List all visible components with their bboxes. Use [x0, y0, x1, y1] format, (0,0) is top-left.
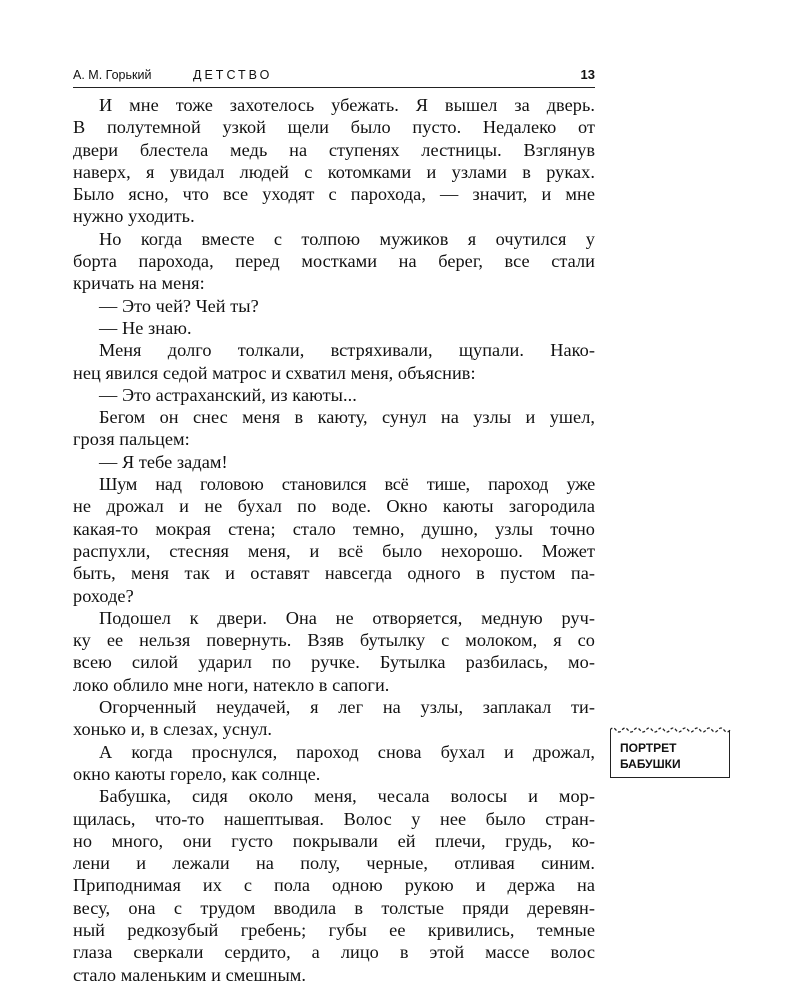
- text-line: А когда проснулся, пароход снова бухал и дрожал,: [99, 741, 595, 762]
- text-line: — Не знаю.: [99, 317, 192, 338]
- text-line: — Это астраханский, из каюты...: [99, 384, 357, 405]
- body-text: [73, 94, 595, 986]
- text-line: Бегом он снес меня в каюту, сунул на узлы и ушел,: [99, 407, 595, 428]
- text-line: Подошел к двери. Она не отворяется, медную руч-: [99, 607, 595, 628]
- text-line: хонько и, в слезах, уснул.: [73, 719, 273, 740]
- text-line: локо облило мне ноги, натекло в сапоги.: [73, 674, 390, 695]
- text-line: Было ясно, что все уходят с парохода, — значит, и мне: [73, 184, 595, 205]
- text-line: Огорченный неудачей, я лег на узлы, заплакал ти-: [99, 697, 595, 718]
- text-line: нужно уходить.: [73, 206, 195, 227]
- text-line: лени и лежали на полу, черные, отливая синим.: [73, 853, 595, 874]
- text-line: быть, меня так и оставят навсегда одного в пустом па-: [73, 563, 595, 584]
- text-line: Но когда вместе с толпою мужиков я очутился у: [99, 228, 595, 249]
- margin-note-line-2: БАБУШКИ: [620, 757, 681, 771]
- text-line: Меня долго толкали, встряхивали, щупали. Нако-: [99, 340, 595, 361]
- text-line: Приподнимая их с пола одною рукою и держа на: [73, 875, 595, 896]
- header-author: А. М. Горький: [73, 68, 152, 82]
- text-line: И мне тоже захотелось убежать. Я вышел за дверь.: [99, 95, 595, 115]
- text-line: грозя пальцем:: [73, 429, 190, 450]
- text-line: окно каюты горело, как солнце.: [73, 763, 321, 784]
- text-line: кричать на меня:: [73, 273, 205, 294]
- torn-edge-decoration: [610, 725, 731, 733]
- page-number: 13: [580, 67, 595, 82]
- text-line: нец явился седой матрос и схватил меня, объяснив:: [73, 362, 476, 383]
- text-line: Бабушка, сидя около меня, чесала волосы и мор-: [99, 786, 595, 807]
- text-line: — Я тебе задам!: [99, 451, 228, 472]
- header-rule: [73, 87, 595, 88]
- text-line: стало маленьким и смешным.: [73, 964, 307, 985]
- text-line: наверх, я увидал людей с котомками и узлами в руках.: [73, 161, 595, 182]
- text-line: ку ее нельзя повернуть. Взяв бутылку с молоком, я со: [73, 630, 595, 651]
- header-book-title: ДЕТСТВО: [193, 68, 273, 82]
- text-line: распухли, стесняя меня, и всё было нехорошо. Может: [73, 540, 595, 561]
- margin-note-line-1: ПОРТРЕТ: [620, 741, 677, 755]
- margin-note: [610, 730, 730, 778]
- text-line: весу, она с трудом вводила в толстые пряди деревян-: [73, 897, 595, 918]
- text-line: щилась, что-то нашептывая. Волос у нее было стран-: [73, 808, 595, 829]
- text-line: глаза сверкали сердито, а лицо в этой массе волос: [73, 942, 595, 963]
- text-line: но много, они густо покрывали ей плечи, грудь, ко-: [73, 830, 595, 851]
- text-line: роходе?: [73, 585, 134, 606]
- text-line: Шум над головою становился всё тише, пароход уже: [99, 474, 595, 495]
- text-line: — Это чей? Чей ты?: [99, 295, 259, 316]
- text-line: В полутемной узкой щели было пусто. Недалеко от: [73, 117, 595, 138]
- running-header: [73, 66, 595, 86]
- text-line: борта парохода, перед мостками на берег, все стали: [73, 251, 595, 272]
- text-line: какая-то мокрая стена; стало темно, душно, узлы точно: [73, 518, 595, 539]
- text-line: всею силой ударил по ручке. Бутылка разбилась, мо-: [73, 652, 595, 673]
- text-line: ный редкозубый гребень; губы ее кривились, темные: [73, 919, 595, 940]
- text-line: не дрожал и не бухал по воде. Окно каюты загородила: [73, 496, 595, 517]
- text-line: двери блестела медь на ступенях лестницы. Взглянув: [73, 139, 595, 160]
